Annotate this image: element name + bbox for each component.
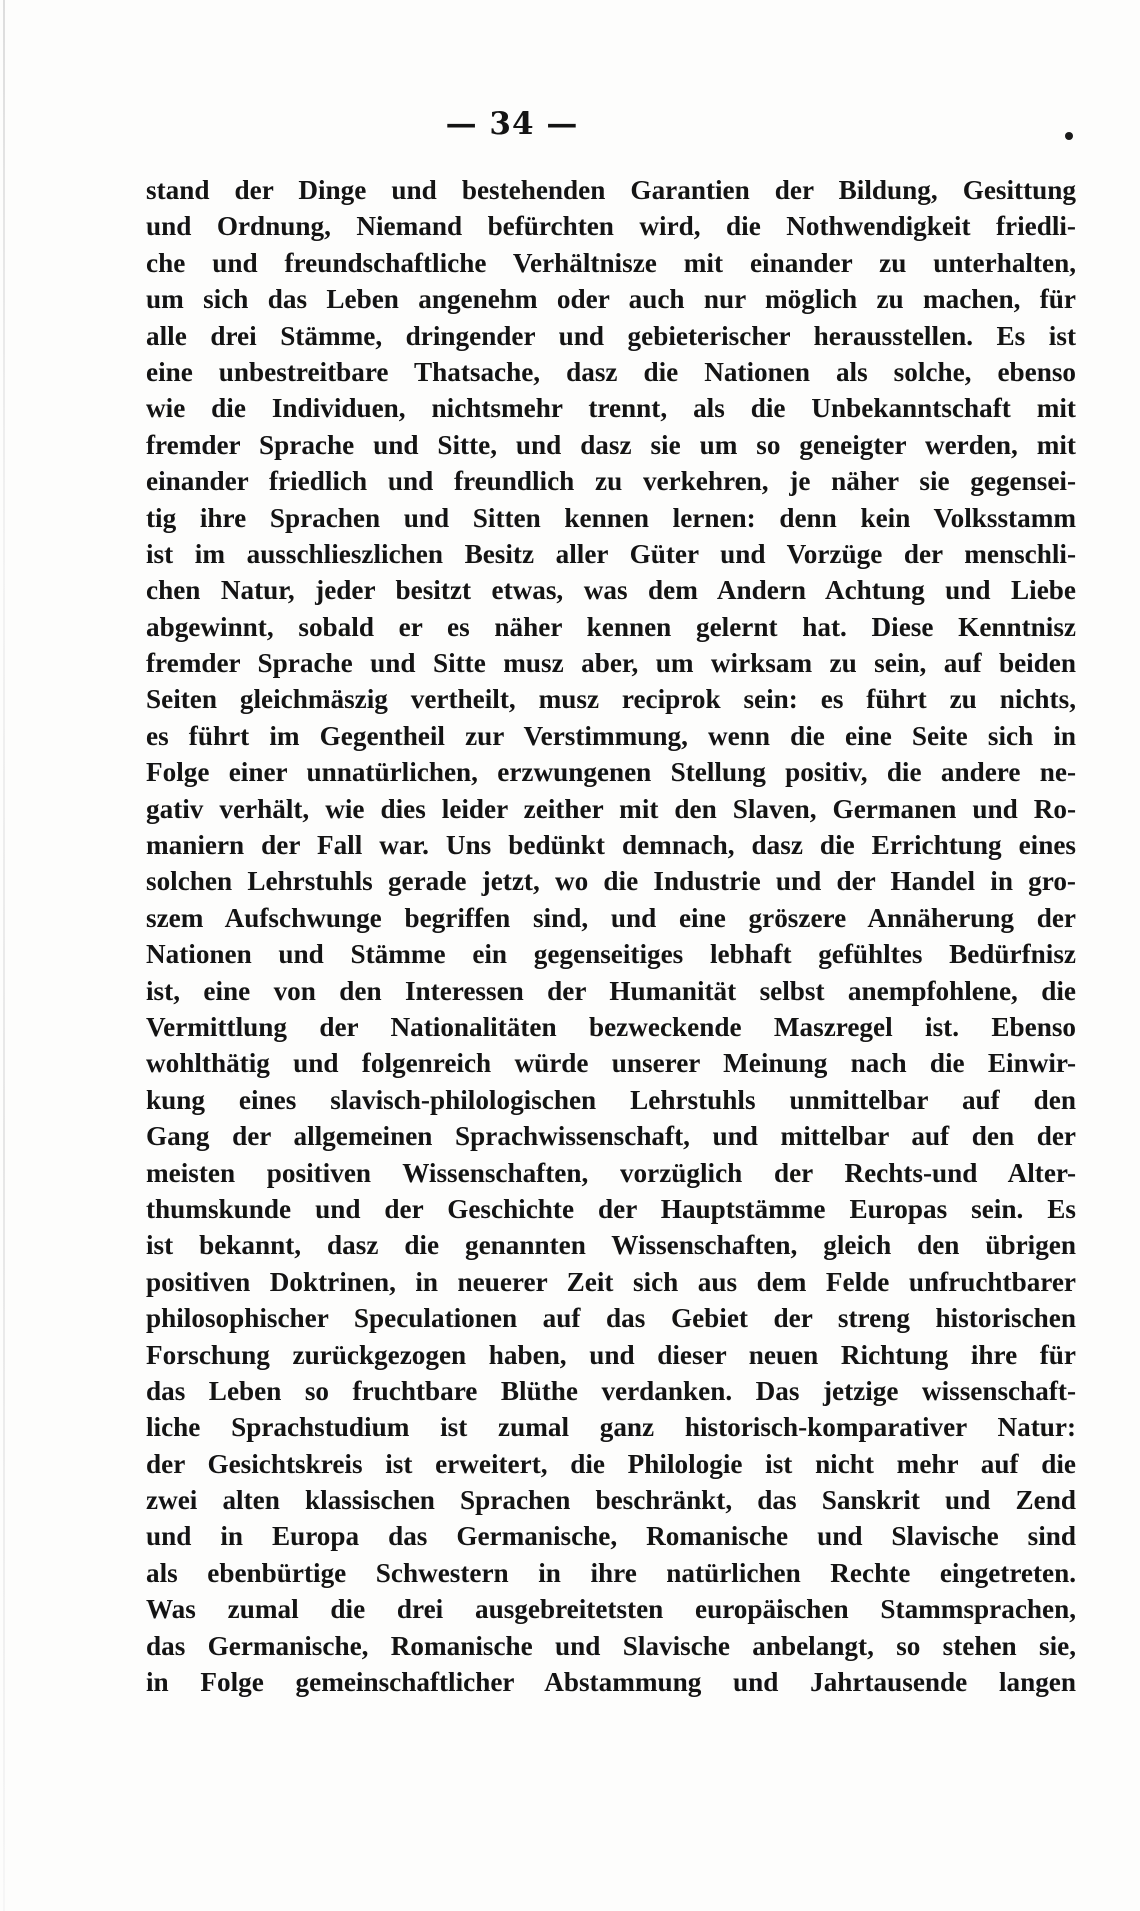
text-line: fremder Sprache und Sitte musz aber, um wirksam zu sein, auf beiden <box>146 648 1076 679</box>
text-line: wie die Individuen, nichtsmehr trennt, als die Unbekanntschaft mit <box>146 393 1076 424</box>
text-line: fremder Sprache und Sitte, und dasz sie um so geneigter werden, mit <box>146 429 1076 460</box>
text-line: Gang der allgemeinen Sprachwissenschaft, und mittelbar auf den der <box>146 1121 1076 1152</box>
text-line: Seiten gleichmäszig vertheilt, musz reciprok sein: es führt zu nichts, <box>146 684 1076 715</box>
ink-spot <box>1065 132 1073 140</box>
text-line: liche Sprachstudium ist zumal ganz historisch-komparativer Natur: <box>146 1412 1076 1443</box>
text-line: ist, eine von den Interessen der Humanität selbst anempfohlene, die <box>146 975 1076 1006</box>
text-line: Nationen und Stämme ein gegenseitiges lebhaft gefühltes Bedürfnisz <box>146 939 1076 970</box>
page-edge <box>3 0 5 1911</box>
page-number: — 34 — <box>445 106 579 142</box>
text-line: Vermittlung der Nationalitäten bezweckende Maszregel ist. Ebenso <box>146 1011 1076 1042</box>
text-line: Forschung zurückgezogen haben, und dieser neuen Richtung ihre für <box>146 1339 1076 1370</box>
text-line: es führt im Gegentheil zur Verstimmung, wenn die eine Seite sich in <box>146 720 1076 751</box>
text-line: abgewinnt, sobald er es näher kennen gelernt hat. Diese Kenntnisz <box>146 611 1076 642</box>
text-line: maniern der Fall war. Uns bedünkt demnach, dasz die Errichtung eines <box>146 830 1076 861</box>
text-line: ist im ausschlieszlichen Besitz aller Güter und Vorzüge der menschli- <box>146 538 1076 569</box>
text-line: thumskunde und der Geschichte der Hauptstämme Europas sein. Es <box>146 1193 1076 1224</box>
text-line: um sich das Leben angenehm oder auch nur möglich zu machen, für <box>146 284 1076 315</box>
text-line: kung eines slavisch-philologischen Lehrstuhls unmittelbar auf den <box>146 1084 1076 1115</box>
text-line: Was zumal die drei ausgebreitetsten europäischen Stammsprachen, <box>146 1594 1076 1625</box>
text-line: solchen Lehrstuhls gerade jetzt, wo die Industrie und der Handel in gro- <box>146 866 1076 897</box>
text-line: Folge einer unnatürlichen, erzwungenen Stellung positiv, die andere ne- <box>146 757 1076 788</box>
text-line: zwei alten klassischen Sprachen beschränkt, das Sanskrit und Zend <box>146 1485 1076 1516</box>
text-line: tig ihre Sprachen und Sitten kennen lernen: denn kein Volksstamm <box>146 502 1076 533</box>
body-text <box>146 172 1076 1700</box>
text-line: das Leben so fruchtbare Blüthe verdanken. Das jetzige wissenschaft- <box>146 1375 1076 1406</box>
text-line: philosophischer Speculationen auf das Gebiet der streng historischen <box>146 1303 1076 1334</box>
text-line: und in Europa das Germanische, Romanische und Slavische sind <box>146 1521 1076 1552</box>
text-line: einander friedlich und freundlich zu verkehren, je näher sie gegensei- <box>146 466 1076 497</box>
text-line: positiven Doktrinen, in neuerer Zeit sich aus dem Felde unfruchtbarer <box>146 1266 1076 1297</box>
text-line: ist bekannt, dasz die genannten Wissenschaften, gleich den übrigen <box>146 1230 1076 1261</box>
text-line: szem Aufschwunge begriffen sind, und eine gröszere Annäherung der <box>146 902 1076 933</box>
text-line: in Folge gemeinschaftlicher Abstammung und Jahrtausende langen <box>146 1667 1076 1698</box>
text-line: meisten positiven Wissenschaften, vorzüglich der Rechts-und Alter- <box>146 1157 1076 1188</box>
text-line: che und freundschaftliche Verhältnisze mit einander zu unterhalten, <box>146 247 1076 278</box>
text-line: wohlthätig und folgenreich würde unserer Meinung nach die Einwir- <box>146 1048 1076 1079</box>
text-line: chen Natur, jeder besitzt etwas, was dem Andern Achtung und Liebe <box>146 575 1076 606</box>
text-line: stand der Dinge und bestehenden Garantien der Bildung, Gesittung <box>146 175 1076 205</box>
text-line: der Gesichtskreis ist erweitert, die Philologie ist nicht mehr auf die <box>146 1448 1076 1479</box>
text-line: und Ordnung, Niemand befürchten wird, die Nothwendigkeit friedli- <box>146 211 1076 242</box>
text-line: gativ verhält, wie dies leider zeither mit den Slaven, Germanen und Ro- <box>146 793 1076 824</box>
text-line: alle drei Stämme, dringender und gebieterischer herausstellen. Es ist <box>146 320 1076 351</box>
text-line: das Germanische, Romanische und Slavische anbelangt, so stehen sie, <box>146 1630 1076 1661</box>
text-line: als ebenbürtige Schwestern in ihre natürlichen Rechte eingetreten. <box>146 1557 1076 1588</box>
text-line: eine unbestreitbare Thatsache, dasz die Nationen als solche, ebenso <box>146 356 1076 387</box>
